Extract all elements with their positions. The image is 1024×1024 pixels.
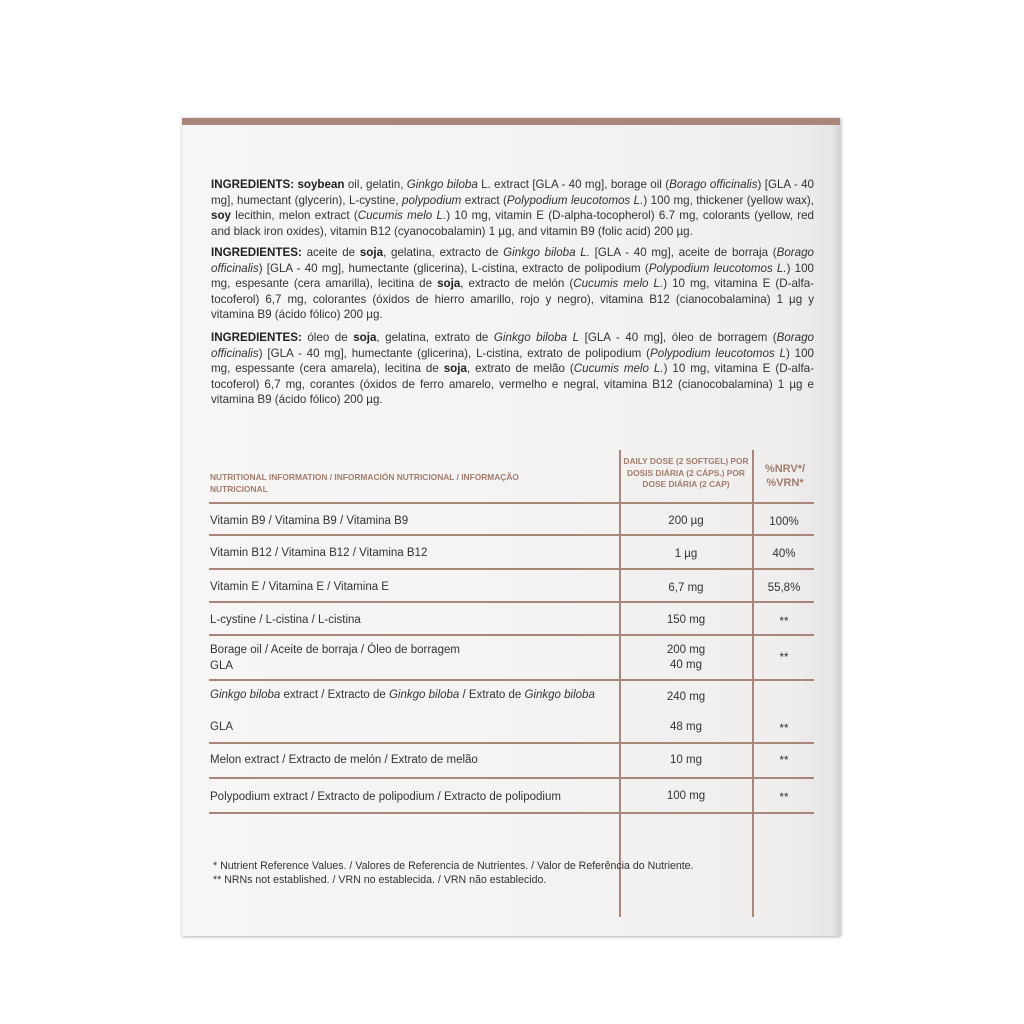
nrv-value: ** [779, 723, 789, 735]
nutrition-table-header [209, 450, 814, 504]
italic-text: Ginkgo biloba L. [503, 246, 590, 259]
daily-dose-value: 10 mg [670, 754, 702, 766]
text-run: ) 100 mg, thickener (yellow wax), [643, 193, 814, 207]
ingredients-en [211, 177, 814, 239]
bold-text: soybean [297, 178, 345, 191]
daily-dose-value: 100 mg [666, 790, 706, 802]
bold-text: soja [437, 277, 461, 291]
bold-text: soja [353, 331, 377, 344]
daily-dose-value: 150 mg [666, 614, 706, 626]
text-run: oil, gelatin, [344, 178, 407, 191]
nutrition-row [209, 744, 814, 779]
text-run: [GLA - 40 mg], aceite de borraja ( [589, 246, 777, 259]
bold-text: soja [359, 246, 384, 259]
italic-text: Polypodium leucotomos L. [506, 193, 644, 207]
italic-text: Ginkgo biloba [388, 689, 460, 701]
nrv-value: ** [779, 792, 789, 804]
header-nrv: %NRV*/ %VRN* [764, 463, 806, 489]
nutrition-rows [209, 504, 814, 814]
italic-text: Ginkgo biloba L [493, 331, 580, 344]
text-run: óleo de [307, 331, 354, 344]
nutrition-row [209, 570, 814, 603]
nutrient-name: Borage oil / Aceite de borraja / Óleo de borragem [210, 644, 460, 656]
italic-text: Ginkgo biloba [406, 178, 478, 191]
bold-text: soja [443, 362, 467, 376]
text-run: / Extrato de [459, 689, 525, 701]
column-divider-dose [619, 450, 621, 917]
text-run: ) 10 mg, vitamina E (D-alfa-tocoferol) 6,7 mg, corantes (óxidos de ferro amarelo, vermelho e negral, vitamina B12 (cianocobalamina) 1 µg e vitamina B9 (ácido fólico) 200 µg. [211, 362, 814, 407]
nutrient-name: Vitamin B9 / Vitamina B9 / Vitamina B9 [210, 515, 409, 527]
text-run: ) 100 mg, espesante (cera amarilla), lecitina de [211, 261, 814, 291]
text-run: L. extract [GLA - 40 mg], borage oil ( [477, 178, 670, 191]
italic-text: Cucumis melo L. [357, 209, 447, 223]
bold-text: INGREDIENTES: [211, 246, 307, 259]
nutrient-name: Vitamin B12 / Vitamina B12 / Vitamina B12 [210, 547, 428, 559]
italic-text: Cucumis melo L. [573, 277, 664, 291]
nrv-value: ** [779, 652, 789, 664]
italic-text: Polypodium leucotomos L. [648, 261, 787, 275]
nutrition-table [209, 450, 814, 814]
footnotes [213, 859, 694, 887]
ingredients-pt [211, 330, 814, 408]
text-run: [GLA - 40 mg], óleo de borragem ( [579, 331, 777, 344]
bold-text: INGREDIENTS: [211, 178, 298, 191]
header-daily-dose: DAILY DOSE (2 SOFTGEL) POR DOSIS DIÁRIA (2 CÁPS.) POR DOSE DIÁRIA (2 CAP) [623, 456, 749, 489]
daily-dose-value: 200 mg [666, 644, 706, 656]
nutrient-sub-name: GLA [210, 721, 234, 733]
italic-text: Ginkgo biloba [524, 689, 595, 701]
product-box-panel [182, 118, 840, 936]
text-run: , gelatina, extracto de [383, 246, 504, 259]
nrv-value: 55,8% [767, 582, 801, 594]
daily-dose-sub-value: 40 mg [670, 659, 702, 671]
nutrient-sub-name: GLA [210, 660, 234, 672]
text-run: ) [GLA - 40 mg], humectant (glycerin), L-cystine, [211, 178, 814, 207]
text-run: ) [GLA - 40 mg], humectante (glicerina), L-cistina, extracto de polipodium ( [258, 261, 649, 275]
footnote-not-established: ** NRNs not established. / VRN no establecida. / VRN não establecido. [213, 874, 547, 886]
text-run: ) 100 mg, espessante (cera amarela), lecitina de [211, 346, 814, 376]
nutrient-name: Vitamin E / Vitamina E / Vitamina E [210, 581, 389, 593]
footnote-nrv: * Nutrient Reference Values. / Valores de Referencia de Nutrientes. / Valor de Referência do Nutriente. [213, 860, 694, 872]
nutrition-row [209, 536, 814, 570]
nutrition-row [209, 779, 814, 814]
italic-text: Borago officinalis [211, 331, 815, 360]
bold-text: soy [211, 209, 231, 223]
daily-dose-value: 6,7 mg [668, 582, 704, 594]
nrv-value: 40% [772, 548, 796, 560]
text-run: , extrato de melão ( [466, 362, 574, 376]
nutrition-row [209, 603, 814, 636]
text-run: lecithin, melon extract ( [230, 209, 358, 223]
nutrition-row [209, 681, 814, 744]
italic-text: Ginkgo biloba [210, 689, 281, 701]
text-run: , gelatina, extrato de [376, 331, 494, 344]
column-divider-nrv [752, 450, 754, 917]
daily-dose-sub-value: 48 mg [670, 721, 702, 733]
nutrition-row [209, 504, 814, 536]
daily-dose-value: 240 mg [666, 691, 706, 703]
text-run: extract / Extracto de [280, 689, 389, 701]
header-nutritional-information: NUTRITIONAL INFORMATION / INFORMACIÓN NUTRICIONAL / INFORMAÇÃO NUTRICIONAL [210, 472, 519, 494]
nutrient-name [210, 688, 610, 703]
italic-text: Borago officinalis [669, 178, 758, 191]
italic-text: Polypodium leucotomos L [650, 346, 786, 360]
nrv-value: ** [779, 755, 789, 767]
nutrient-name: Melon extract / Extracto de melón / Extrato de melão [210, 754, 478, 766]
text-run: aceite de [306, 246, 360, 259]
daily-dose-value: 1 µg [674, 548, 698, 560]
text-run: ) 10 mg, vitamin E (D-alpha-tocopherol) 6.7 mg, colorants (yellow, red and black iron oxides), vitamin B12 (cyanocobalamin) 1 µg, and vitamin B9 (folic acid) 200 µg. [211, 209, 814, 238]
italic-text: Cucumis melo L. [573, 362, 664, 376]
text-run: , extracto de melón ( [460, 277, 574, 291]
daily-dose-value: 200 µg [668, 515, 704, 527]
text-run: ) [GLA - 40 mg], humectante (glicerina), L-cistina, extrato de polipodium ( [258, 346, 651, 360]
nrv-value: ** [779, 616, 789, 628]
text-run: ) 10 mg, vitamina E (D-alfa-tocoferol) 6,7 mg, colorantes (óxidos de hierro amarillo, rojo y negro), vitamina B12 (cianocobalamina) 1 µg y vitamina B9 (ácido fólico) 200 µg. [211, 277, 814, 322]
nutrient-name: L-cystine / L-cistina / L-cistina [210, 614, 361, 626]
italic-text: polypodium [402, 193, 462, 207]
text-run: extract ( [461, 193, 507, 207]
nrv-value: 100% [769, 516, 799, 528]
ingredients-es [211, 245, 814, 323]
italic-text: Borago officinalis [211, 246, 815, 275]
bold-text: INGREDIENTES: [211, 331, 308, 344]
nutrient-name: Polypodium extract / Extracto de polipodium / Extracto de polipodium [210, 791, 561, 803]
nutrition-row [209, 636, 814, 681]
